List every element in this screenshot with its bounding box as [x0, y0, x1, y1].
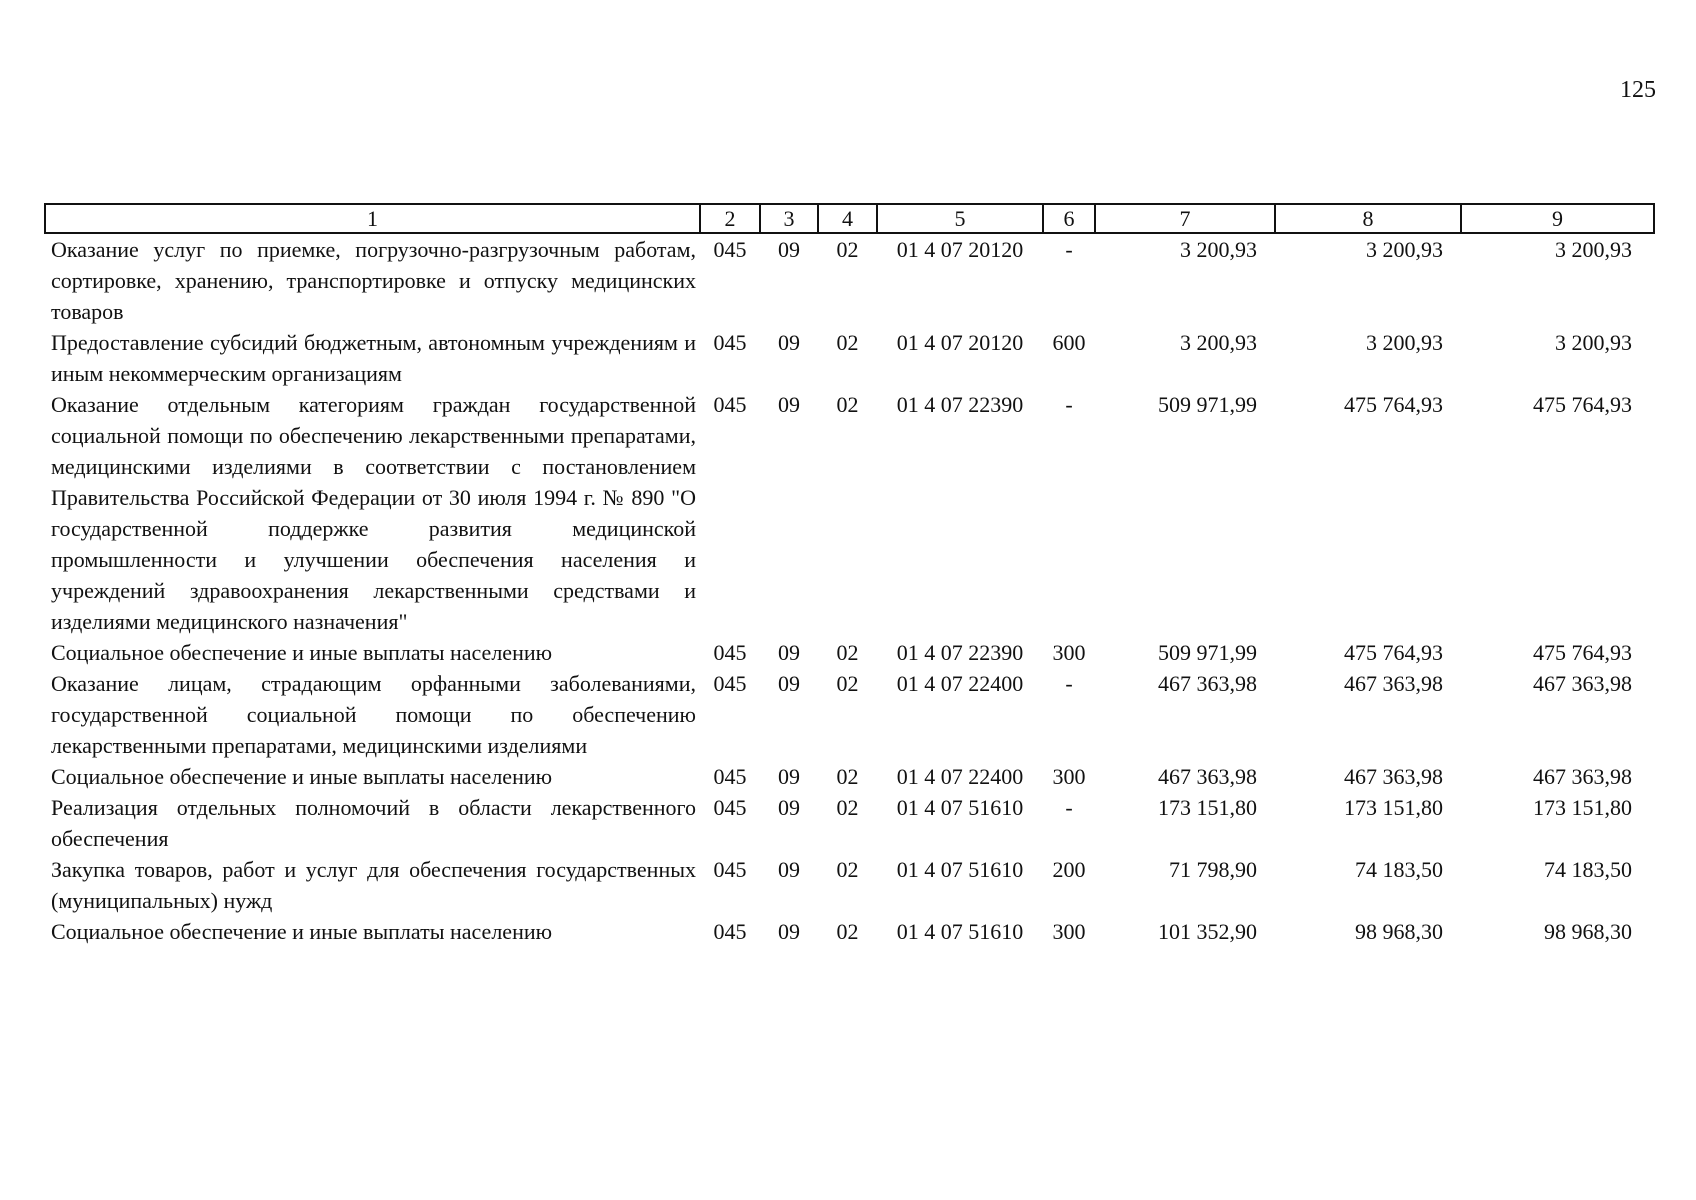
row-target-article: 01 4 07 22390	[896, 392, 1024, 417]
row-section: 09	[778, 640, 800, 665]
header-col-5: 5	[877, 204, 1043, 233]
row-subsection: 02	[836, 640, 859, 665]
row-target-article: 01 4 07 22390	[896, 640, 1024, 665]
row-target-article: 01 4 07 51610	[896, 857, 1024, 882]
row-amount-col-7: 173 151,80	[1158, 795, 1257, 820]
row-amount-col-9: 3 200,93	[1555, 237, 1632, 262]
row-name: Оказание лицам, страдающим орфанными заболеваниями, государственной социальной помощи по обеспечению лекарственными препаратами, медицинскими изделиями	[51, 671, 696, 758]
row-subsection: 02	[836, 795, 859, 820]
row-section: 09	[778, 237, 800, 262]
row-subsection: 02	[836, 919, 859, 944]
row-target-article: 01 4 07 51610	[896, 795, 1024, 820]
row-section: 09	[778, 392, 800, 417]
row-amount-col-9: 475 764,93	[1533, 640, 1632, 665]
table-body	[45, 233, 1654, 947]
row-ministry-code: 045	[713, 640, 747, 665]
row-section: 09	[778, 764, 800, 789]
row-amount-col-8: 475 764,93	[1344, 392, 1443, 417]
row-amount-col-8: 173 151,80	[1344, 795, 1443, 820]
row-amount-col-8: 3 200,93	[1366, 237, 1443, 262]
row-name: Социальное обеспечение и иные выплаты населению	[51, 764, 553, 789]
row-amount-col-7: 467 363,98	[1158, 764, 1257, 789]
row-section: 09	[778, 919, 800, 944]
header-col-1: 1	[45, 204, 700, 233]
table-row	[45, 389, 1654, 637]
row-ministry-code: 045	[713, 330, 747, 355]
row-ministry-code: 045	[713, 392, 747, 417]
row-expense-type: 300	[1052, 919, 1086, 944]
row-amount-col-8: 74 183,50	[1355, 857, 1443, 882]
header-col-9: 9	[1461, 204, 1654, 233]
row-section: 09	[778, 671, 800, 696]
row-amount-col-9: 173 151,80	[1533, 795, 1632, 820]
row-target-article: 01 4 07 51610	[896, 919, 1024, 944]
row-target-article: 01 4 07 20120	[896, 330, 1024, 355]
row-amount-col-7: 71 798,90	[1169, 857, 1257, 882]
header-col-7: 7	[1095, 204, 1275, 233]
row-amount-col-7: 101 352,90	[1158, 919, 1257, 944]
row-name: Оказание отдельным категориям граждан государственной социальной помощи по обеспечению лекарственными препаратами, медицинскими изделиями в соответствии с постановлением Правительства Российской Федерации от 30 июля 1994 г. № 890 "О государственной поддержке развития медицинской промышленности и улучшении обеспечения населения и учреждений здравоохранения лекарственными средствами и изделиями медицинского назначения"	[51, 392, 696, 634]
row-amount-col-7: 467 363,98	[1158, 671, 1257, 696]
header-row	[45, 204, 1654, 233]
row-ministry-code: 045	[713, 919, 747, 944]
row-name: Реализация отдельных полномочий в области лекарственного обеспечения	[51, 795, 696, 851]
header-col-8: 8	[1275, 204, 1461, 233]
table-row	[45, 792, 1654, 854]
table-row	[45, 233, 1654, 327]
row-expense-type: 300	[1052, 640, 1086, 665]
row-expense-type: 300	[1052, 764, 1086, 789]
row-amount-col-8: 98 968,30	[1355, 919, 1443, 944]
row-amount-col-8: 3 200,93	[1366, 330, 1443, 355]
table-row	[45, 668, 1654, 761]
row-name: Социальное обеспечение и иные выплаты населению	[51, 919, 553, 944]
row-subsection: 02	[836, 857, 859, 882]
row-ministry-code: 045	[713, 795, 747, 820]
row-amount-col-7: 3 200,93	[1180, 237, 1257, 262]
row-subsection: 02	[836, 392, 859, 417]
row-amount-col-7: 509 971,99	[1158, 640, 1257, 665]
row-amount-col-9: 475 764,93	[1533, 392, 1632, 417]
header-col-6: 6	[1043, 204, 1095, 233]
row-amount-col-8: 475 764,93	[1344, 640, 1443, 665]
row-ministry-code: 045	[713, 671, 747, 696]
row-subsection: 02	[836, 671, 859, 696]
row-section: 09	[778, 857, 800, 882]
row-expense-type: 200	[1052, 857, 1086, 882]
row-amount-col-9: 3 200,93	[1555, 330, 1632, 355]
table-header	[45, 204, 1654, 233]
row-name: Закупка товаров, работ и услуг для обеспечения государственных (муниципальных) нужд	[51, 857, 696, 913]
row-section: 09	[778, 330, 800, 355]
row-ministry-code: 045	[713, 237, 747, 262]
row-amount-col-7: 509 971,99	[1158, 392, 1257, 417]
table-row	[45, 761, 1654, 792]
row-subsection: 02	[836, 237, 859, 262]
header-col-4: 4	[818, 204, 877, 233]
row-expense-type: 600	[1052, 330, 1086, 355]
row-name: Социальное обеспечение и иные выплаты населению	[51, 640, 553, 665]
row-amount-col-8: 467 363,98	[1344, 671, 1443, 696]
row-amount-col-9: 467 363,98	[1533, 671, 1632, 696]
row-target-article: 01 4 07 22400	[896, 764, 1024, 789]
row-ministry-code: 045	[713, 764, 747, 789]
page-number: 125	[1620, 77, 1656, 103]
table-row	[45, 327, 1654, 389]
row-section: 09	[778, 795, 800, 820]
row-amount-col-9: 98 968,30	[1544, 919, 1632, 944]
row-ministry-code: 045	[713, 857, 747, 882]
row-expense-type: -	[1065, 237, 1073, 262]
header-col-3: 3	[760, 204, 818, 233]
budget-table	[44, 203, 1655, 947]
row-subsection: 02	[836, 330, 859, 355]
row-name: Предоставление субсидий бюджетным, автономным учреждениям и иным некоммерческим организациям	[51, 330, 696, 386]
row-expense-type: -	[1065, 392, 1073, 417]
row-name: Оказание услуг по приемке, погрузочно-разгрузочным работам, сортировке, хранению, транспортировке и отпуску медицинских товаров	[51, 237, 696, 324]
row-amount-col-9: 74 183,50	[1544, 857, 1632, 882]
row-target-article: 01 4 07 22400	[896, 671, 1024, 696]
table-row	[45, 854, 1654, 916]
row-target-article: 01 4 07 20120	[896, 237, 1024, 262]
row-amount-col-8: 467 363,98	[1344, 764, 1443, 789]
table-row	[45, 637, 1654, 668]
row-subsection: 02	[836, 764, 859, 789]
table-row	[45, 916, 1654, 947]
row-expense-type: -	[1065, 671, 1073, 696]
header-col-2: 2	[700, 204, 760, 233]
row-amount-col-9: 467 363,98	[1533, 764, 1632, 789]
row-expense-type: -	[1065, 795, 1073, 820]
row-amount-col-7: 3 200,93	[1180, 330, 1257, 355]
